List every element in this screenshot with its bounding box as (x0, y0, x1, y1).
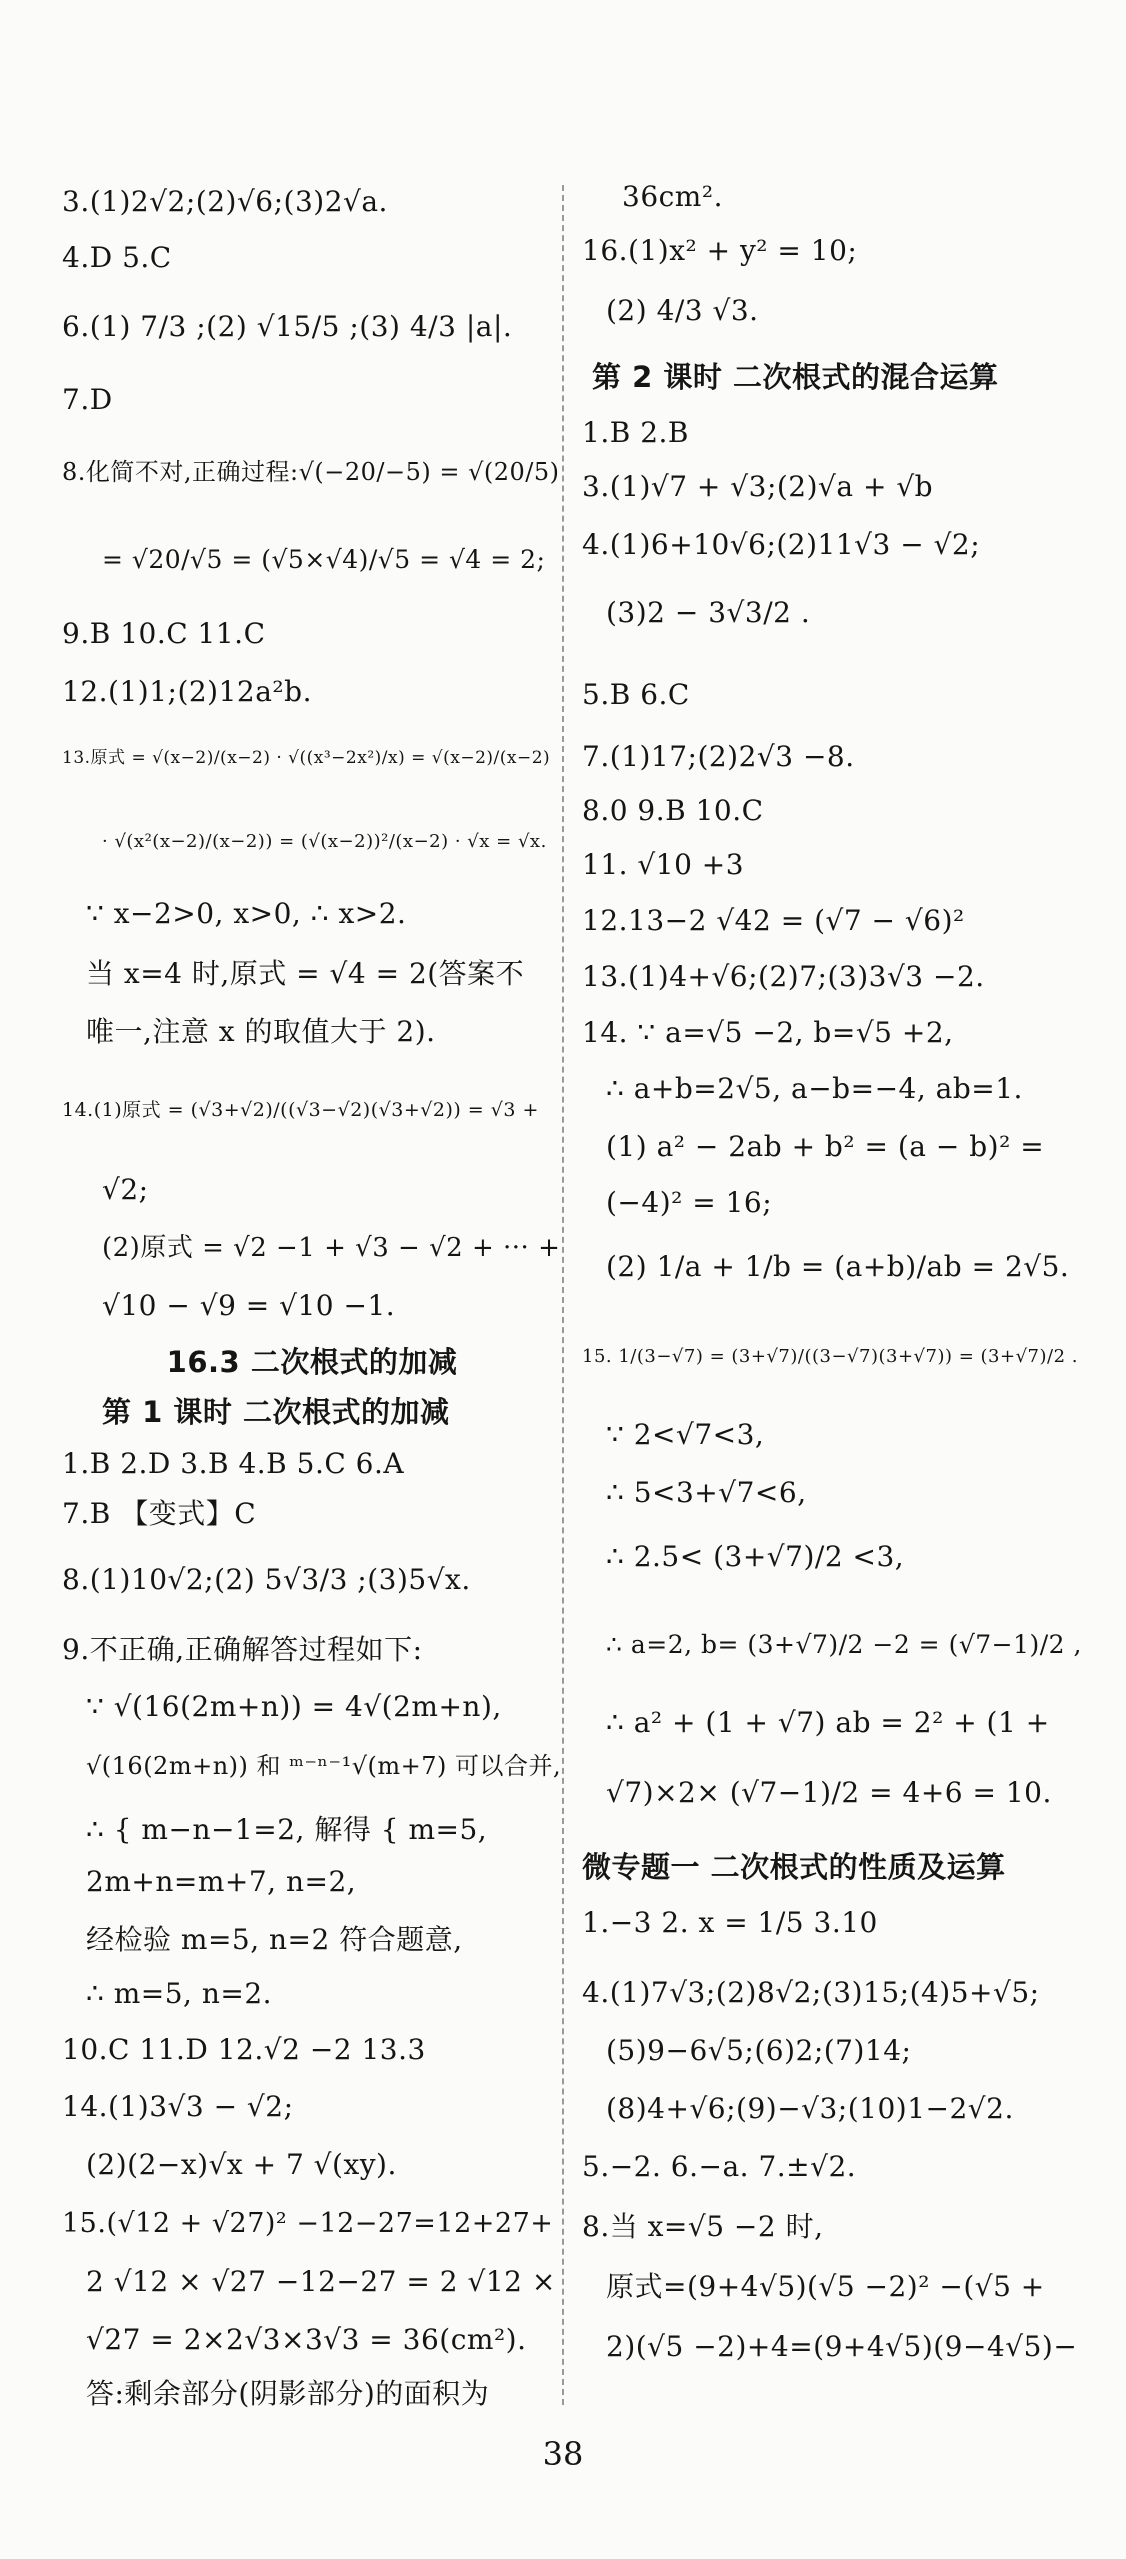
answer-line: (8)4+√6;(9)−√3;(10)1−2√2. (606, 2092, 1014, 2125)
answer-line: 2 √12 × √27 −12−27 = 2 √12 × (86, 2265, 556, 2298)
answer-line: 唯一,注意 x 的取值大于 2). (86, 1015, 436, 1048)
answer-line: 1.−3 2. x = 1/5 3.10 (582, 1906, 878, 1939)
answer-line: (−4)² = 16; (606, 1186, 773, 1219)
answer-line: 14.(1)原式 = (√3+√2)/((√3−√2)(√3+√2)) = √3 + (62, 1099, 539, 1121)
answer-line: (3)2 − 3√3/2 . (606, 596, 811, 629)
section-heading: 微专题一 二次根式的性质及运算 (582, 1850, 1006, 1884)
answer-line: ∵ √(16(2m+n)) = 4√(2m+n), (86, 1690, 502, 1723)
answer-line: ∴ a+b=2√5, a−b=−4, ab=1. (606, 1072, 1023, 1105)
answer-line: ∵ 2<√7<3, (606, 1418, 765, 1451)
answer-line: 9.B 10.C 11.C (62, 617, 266, 650)
answer-line: (2) 4/3 √3. (606, 294, 759, 327)
answer-line: 15. 1/(3−√7) = (3+√7)/((3−√7)(3+√7)) = (3+√7)/2 . (582, 1346, 1078, 1367)
answer-line: 4.(1)6+10√6;(2)11√3 − √2; (582, 528, 981, 561)
answer-line: 3.(1)2√2;(2)√6;(3)2√a. (62, 185, 388, 218)
answer-line: 4.(1)7√3;(2)8√2;(3)15;(4)5+√5; (582, 1976, 1040, 2009)
answer-line: 4.D 5.C (62, 241, 172, 274)
answer-line: 10.C 11.D 12.√2 −2 13.3 (62, 2033, 426, 2066)
answer-line: 11. √10 +3 (582, 848, 745, 881)
answer-line: ∴ a=2, b= (3+√7)/2 −2 = (√7−1)/2 , (606, 1630, 1082, 1659)
answer-line: 15.(√12 + √27)² −12−27=12+27+ (62, 2208, 554, 2239)
answer-line: √7)×2× (√7−1)/2 = 4+6 = 10. (606, 1776, 1052, 1809)
answer-line: 经检验 m=5, n=2 符合题意, (86, 1923, 463, 1956)
section-subheading: 第 2 课时 二次根式的混合运算 (592, 360, 999, 394)
answer-line: 12.(1)1;(2)12a²b. (62, 675, 312, 708)
answer-line: 2m+n=m+7, n=2, (86, 1865, 357, 1898)
answer-line: 答:剩余部分(阴影部分)的面积为 (86, 2377, 490, 2410)
answer-line: 8.当 x=√5 −2 时, (582, 2210, 824, 2243)
answer-line: ∵ x−2>0, x>0, ∴ x>2. (86, 897, 407, 930)
answer-line: ∴ 5<3+√7<6, (606, 1476, 807, 1509)
answer-line: 7.D (62, 383, 113, 416)
answer-line: 1.B 2.D 3.B 4.B 5.C 6.A (62, 1447, 405, 1480)
answer-line: (2) 1/a + 1/b = (a+b)/ab = 2√5. (606, 1250, 1070, 1283)
answer-line: 3.(1)√7 + √3;(2)√a + √b (582, 470, 934, 503)
answer-line: √(16(2m+n)) 和 ᵐ⁻ⁿ⁻¹√(m+7) 可以合并, (86, 1752, 562, 1780)
answer-line: 1.B 2.B (582, 416, 689, 449)
answer-line: 13.原式 = √(x−2)/(x−2) · √((x³−2x²)/x) = √(x−2)/(x−2) (62, 748, 551, 768)
column-divider (562, 185, 564, 2405)
answer-line: √10 − √9 = √10 −1. (102, 1289, 396, 1322)
answer-line: 当 x=4 时,原式 = √4 = 2(答案不 (86, 957, 525, 990)
section-subheading: 第 1 课时 二次根式的加减 (102, 1395, 450, 1429)
answer-line: 6.(1) 7/3 ;(2) √15/5 ;(3) 4/3 |a|. (62, 310, 513, 343)
answer-line: 14.(1)3√3 − √2; (62, 2090, 294, 2123)
answer-line: 5.−2. 6.−a. 7.±√2. (582, 2150, 857, 2183)
answer-line: √27 = 2×2√3×3√3 = 36(cm²). (86, 2323, 527, 2356)
answer-line: 2)(√5 −2)+4=(9+4√5)(9−4√5)− (606, 2330, 1078, 2363)
answer-line: ∴ m=5, n=2. (86, 1977, 273, 2010)
answer-line: 13.(1)4+√6;(2)7;(3)3√3 −2. (582, 960, 985, 993)
answer-line: √2; (102, 1173, 149, 1206)
section-heading: 16.3 二次根式的加减 (166, 1345, 458, 1379)
answer-line: = √20/√5 = (√5×√4)/√5 = √4 = 2; (102, 545, 546, 574)
answer-line: 8.(1)10√2;(2) 5√3/3 ;(3)5√x. (62, 1563, 471, 1596)
answer-line: (5)9−6√5;(6)2;(7)14; (606, 2034, 912, 2067)
answer-line: ∴ { m−n−1=2, 解得 { m=5, (86, 1813, 488, 1846)
answer-line: 原式=(9+4√5)(√5 −2)² −(√5 + (606, 2270, 1045, 2303)
answer-line: 7.B 【变式】C (62, 1497, 257, 1530)
answer-line: 5.B 6.C (582, 678, 690, 711)
answer-line: 16.(1)x² + y² = 10; (582, 234, 858, 267)
answer-line: 7.(1)17;(2)2√3 −8. (582, 740, 855, 773)
answer-line: 8.化简不对,正确过程:√(−20/−5) = √(20/5) (62, 458, 560, 486)
page-number: 38 (542, 2435, 584, 2473)
answer-line: 14. ∵ a=√5 −2, b=√5 +2, (582, 1016, 954, 1049)
answer-line: (1) a² − 2ab + b² = (a − b)² = (606, 1130, 1045, 1163)
answer-line: 8.0 9.B 10.C (582, 794, 764, 827)
answer-line: (2)原式 = √2 −1 + √3 − √2 + ··· + (102, 1233, 561, 1263)
answer-line: 9.不正确,正确解答过程如下: (62, 1633, 423, 1666)
answer-line: 12.13−2 √42 = (√7 − √6)² (582, 904, 965, 937)
answer-line: ∴ 2.5< (3+√7)/2 <3, (606, 1540, 905, 1573)
answer-line: ∴ a² + (1 + √7) ab = 2² + (1 + (606, 1706, 1050, 1739)
answer-line: 36cm². (622, 180, 723, 213)
answer-line: (2)(2−x)√x + 7 √(xy). (86, 2148, 397, 2181)
answer-line: · √(x²(x−2)/(x−2)) = (√(x−2))²/(x−2) · √x = √x. (102, 831, 547, 852)
